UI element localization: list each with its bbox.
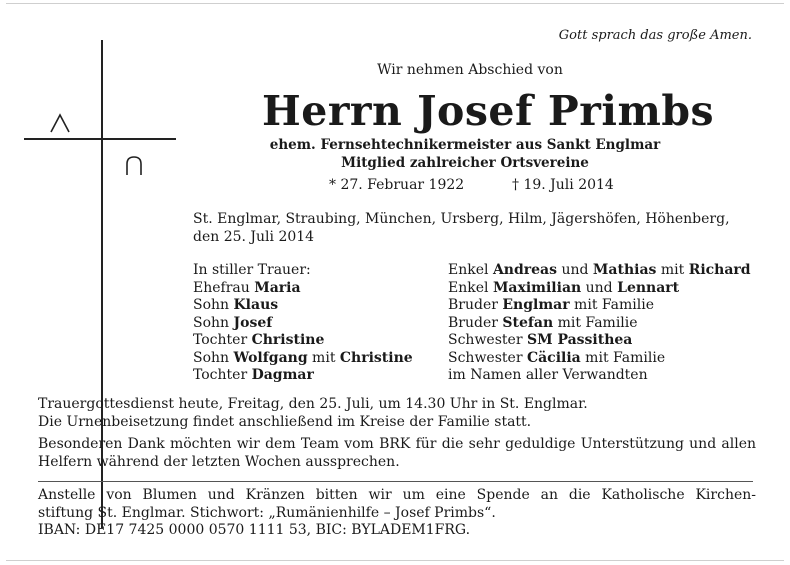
- thanks-text: Besonderen Dank möchten wir dem Team vom BRK für die sehr geduldige Unterstützung und allen Helfern während der letzten Wochen aussprechen.: [38, 436, 756, 470]
- membership-line: Mitglied zahlreicher Ortsvereine: [341, 155, 589, 171]
- mourner-line: Sohn Josef: [193, 314, 273, 331]
- mourner-line: im Namen aller Verwandten: [448, 367, 648, 383]
- bottom-border: [6, 560, 784, 561]
- mourner-line: Schwester Cäcilia mit Familie: [448, 349, 666, 366]
- mourner-line: Schwester SM Passithea: [448, 332, 633, 348]
- mourner-line: Bruder Englmar mit Familie: [448, 297, 654, 313]
- birth-date: * 27. Februar 1922: [329, 177, 465, 193]
- profession-line: ehem. Fernsehtechnikermeister aus Sankt Englmar: [269, 137, 661, 153]
- deceased-name: Herrn Josef Primbs: [262, 87, 715, 135]
- places-line: St. Englmar, Straubing, München, Ursberg, Hilm, Jägershöfen, Höhenberg,: [193, 211, 730, 227]
- mourner-line: Enkel Andreas und Mathias mit Richard: [448, 262, 751, 278]
- notice-date: den 25. Juli 2014: [193, 229, 315, 245]
- mourners-right-column: [448, 262, 768, 385]
- bible-quote: Gott sprach das große Amen.: [558, 28, 752, 43]
- funeral-service-info: [38, 396, 756, 431]
- alpha-symbol-icon: [48, 112, 72, 134]
- mourner-line: Tochter Dagmar: [193, 367, 314, 383]
- omega-symbol-icon: [123, 155, 145, 177]
- intro-text: Wir nehmen Abschied von: [377, 62, 563, 78]
- burial-line: Die Urnenbeisetzung findet anschließend im Kreise der Familie statt.: [38, 413, 532, 430]
- mourner-line: Enkel Maximilian und Lennart: [448, 279, 680, 296]
- bank-details: IBAN: DE17 7425 0000 0570 1111 53, BIC: BYLADEM1FRG.: [38, 522, 471, 538]
- divider: [38, 481, 753, 482]
- mourner-line: Tochter Christine: [193, 332, 325, 348]
- mourner-line: Sohn Klaus: [193, 297, 279, 313]
- mourner-line: In stiller Trauer:: [193, 262, 311, 278]
- service-line: Trauergottesdienst heute, Freitag, den 25. Juli, um 14.30 Uhr in St. Englmar.: [38, 396, 588, 412]
- donation-line: stiftung St. Englmar. Stichwort: „Rumänienhilfe – Josef Primbs“.: [38, 504, 496, 521]
- cross-horizontal-beam: [24, 138, 176, 140]
- places-and-date: [193, 210, 758, 246]
- death-date: † 19. Juli 2014: [512, 177, 614, 193]
- mourner-line: Sohn Wolfgang mit Christine: [193, 349, 413, 366]
- top-border: [6, 3, 784, 4]
- mourner-line: Bruder Stefan mit Familie: [448, 314, 638, 331]
- mourner-line: Ehefrau Maria: [193, 279, 301, 296]
- donation-line: Anstelle von Blumen und Kränzen bitten wir um eine Spende an die Katholische Kirchen-: [38, 487, 756, 503]
- mourners-left-column: [193, 262, 443, 385]
- donation-info: [38, 487, 756, 540]
